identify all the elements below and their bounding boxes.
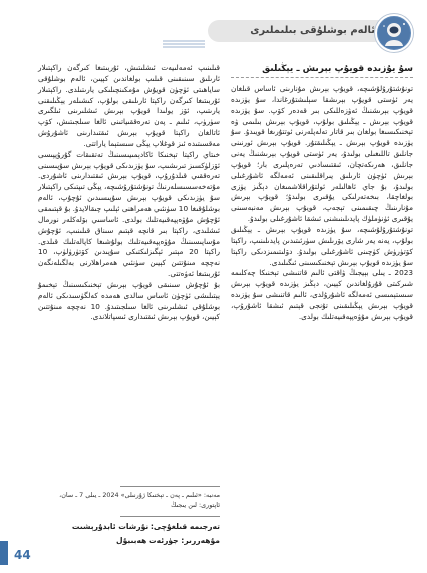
footnote: مەنبە: «ئىلىم ـ پەن ـ تېخنىكا ژۇرنىلى» 2024 ـ يىلى 7 ـ سان، ئاپتورى: لىن يىجىڭ	[59, 491, 220, 509]
translator-credit: تەرجىمە قىلغۇچى: نۇرشات ئابدۇرېشىت	[71, 522, 220, 531]
paragraph: قىلىنىپ ئەمەلىيەت ئىشلىتىش، ئۇربىتىغا كىرگەن راكېتىلار ئارىلىق سىنىقىنى قىلىپ بولغاندىن كېيىن، ئالەم بوشلۇقى ساياھىتى ئۈچۈن قويۇش مۇمكىنچىلىكى يارىتىلدى. راكېتىلار ئۇربىتىغا كىرگەن راكېتا ئارىلىقى بولۇپ، كىشىلەر يېڭىلىقنى يارىتىپ، ئۆز يولىدا قويۇپ بېرىش ئىشلىرىنى ئىلگىرى سۈرۈپ، ئىلىم ـ پەن تەرەققىياتىنى ئالغا سىلجىتىش، كۆپ ئاتالغان راكېتا قويۇپ بېرىش ئىقتىدارىنى ئاشۇرۇش مەقسىتىدە ئىز قوغلاپ يېڭى سىستېما ياراتتى.	[38, 63, 220, 148]
paragraph: تونۇشتۇرۇلۇشىچە، قويۇپ بېرىش مۇنارىنى ئاساس قىلغان يەر ئۈستى قويۇپ بېرىشقا سېلىشتۇرغاندا، سۇ يۈزىدە قويۇپ بېرىشنىڭ ئەۋزەللىكى بىر قەدەر كۆپ. سۇ يۈزىدە قويۇپ بېرىش ـ يېڭىلىق بولۇپ، قويۇپ بېرىش بىلىمى ۋە تېخنىكىسىغا بولغان بىر قاتار تەلەپلەرنى ئوتتۇرىغا قويىدۇ. سۇ يۈزىدە قويۇپ بېرىش ـ يېڭىلىقتۇر. قويۇپ بېرىش ئورنىنى جانلىق تاللىغىلى بولىدۇ، يەر ئۈستى قويۇپ بېرىشنىڭ يەنى جانلىق، ھەرىكەتچان، ئىقتىسادىي تەرەپلىرى بار؛ قويۇپ بېرىش ئۈچۈن ئارىلىق يىراقلىقىنى ئەمەلگە ئاشۇرغىلى بولىدۇ، بۇ جاي ئاھالىلەر ئولتۇراقلاشمىغان دېڭىز يۈزى بولغاچقا، بىخەتەرلىكى يۇقىرى بولىدۇ؛ قويۇپ بېرىش مۇنارىنىڭ چىقىمىنى تېجەپ، قويۇپ بېرىش مەنبەسىنى يۇقىرى ئۈنۈملۈك پايدىلىنىشنى ئىشقا ئاشۇرغىلى بولىدۇ.	[231, 84, 413, 224]
section-title: سۇ يۇزىدە قويۇپ بېرىش ـ يېڭىلىق	[262, 64, 413, 74]
title-divider	[231, 77, 413, 78]
paragraph: 2023 ـ يىلى بېيجىڭ ۋاقتى ئالىم قاتنىشى تېخنىكا چەكلىمە شىركىتى قۇرۇلغاندىن كېيىن، دېڭىز يۈزىدە قويۇپ بېرىش سىستېمىسى ئەمەلگە ئاشۇرۇلدى، ئالىم قاتنىشى سۇ يۈزىدە قويۇپ بېرىش يېڭىلىقىنى تۇنجى قېتىم ئىشقا ئاشۇرۇپ، قويۇپ بېرىش مۇۋەپپەقىيەتلىك بولدى.	[231, 268, 413, 321]
editor-credit: مۇھەررىر: جۈرئەت ھەبىبۇل	[116, 536, 220, 545]
decorative-lines	[163, 34, 205, 44]
page-number: 44	[14, 548, 31, 562]
footnote-divider	[120, 486, 220, 487]
magazine-name: ئالەم بوشلۇقى بىلىملىرى	[250, 25, 375, 36]
right-column	[231, 63, 413, 323]
page-header	[163, 12, 413, 48]
paragraph: خىتاي راكېتا تېخنىكا ئاكادېمىيىسىنىڭ تەتقىقات گۇرۇپپىسى ئۆزلۈكسىز تىرىشىپ، سۇ يۈزىدىكى قويۇپ بېرىش سۇپىسىنى تەرەققىي قىلدۇرۇپ، قويۇپ بېرىش ئىقتىدارىنى ئاشۇردى. مۇتەخەسسىسلەرنىڭ تونۇشتۇرۇشىچە، يېڭى تىپتىكى راكېتىلار سۇ يۈزىدىكى قويۇپ بېرىش سۇپىسىدىن ئۇچۇپ، ئالەم بوشلۇقىغا 10 سۈنئىي ھەمراھنى ئېلىپ چىقالايدۇ. بۇ قېتىمقى ئۇچۇش مۇۋەپپەقىيەتلىك بولدى. ئاساسىي بۆلەكلەر نورمال ئىشلىدى، راكېتا بىر قانچە قېتىم سىناق قىلىنىپ، ئۇچۇش مۇساپىسىنىڭ مۇۋەپپەقىيەتلىك بولۇشىغا كاپالەتلىك قىلدى. راكېتا 20 مېتىر ئېگىزلىكتىكى سۇپىدىن كۆتۈرۈلۈپ، 10 نەچچە مىنۇتتىن كېيىن سۈنئىي ھەمراھلارنى بەلگىلەنگەن ئۇربىتىغا ئەۋەتتى.	[38, 149, 220, 279]
page-corner-tab	[0, 541, 8, 565]
left-column	[38, 63, 220, 323]
paragraph: تونۇشتۇرۇلۇشىچە، سۇ يۈزىدە قويۇپ بېرىش ـ يېڭىلىق بولۇپ، يەنە يەر شارى يۆرىلىش سۈرئىتىدىن پايدىلىنىپ، راكېتا كۆتۈرۈش كۈچىنى ئاشۇرغىلى بولىدۇ. دۆلىتىمىزدىكى راكېتا سۇ يۈزىدە قويۇپ بېرىش تېخنىكىسىنى ئىگىلىدى.	[231, 224, 413, 267]
paragraph: بۇ ئۇچۇش سىنىقى قويۇپ بېرىش تېخنىكىسىنىڭ تېخىمۇ يېتىلىشى ئۈچۈن ئاساس سالدى ھەمدە كەلگۈسىدىكى ئالەم بوشلۇقى ئىشلىرىنى ئالغا سىلجىتىدۇ. 10 نەچچە مىنۇتتىن كېيىن، قويۇپ بېرىش ئىقتىدارى ئىسپاتلاندى.	[38, 279, 220, 322]
credits-divider	[120, 516, 220, 517]
astronaut-logo-icon	[375, 14, 413, 52]
